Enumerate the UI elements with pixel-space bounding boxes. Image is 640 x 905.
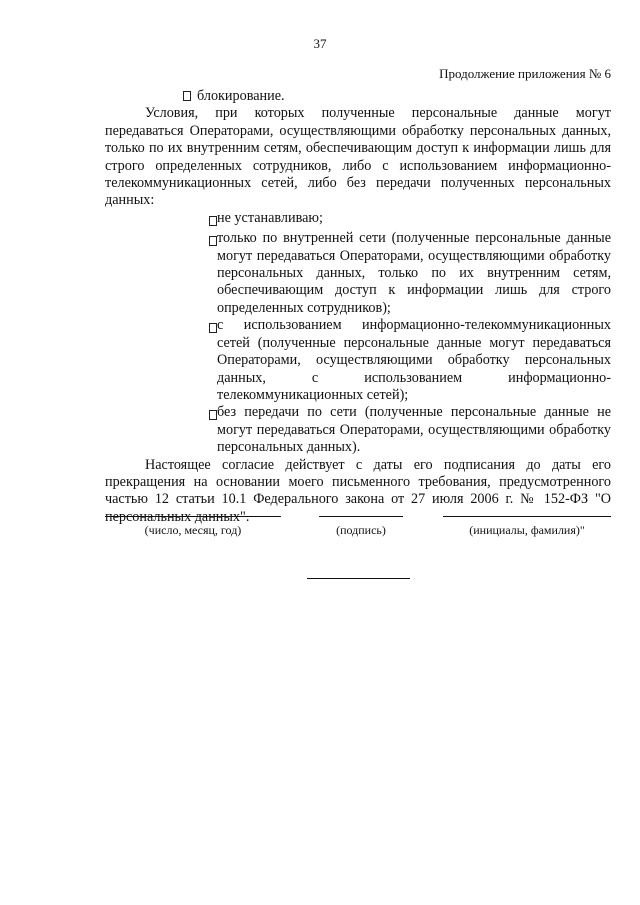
signature-line: [319, 516, 403, 517]
checkbox-icon[interactable]: [209, 323, 217, 333]
signature-block: [105, 516, 611, 556]
checkbox-icon[interactable]: [183, 91, 191, 101]
checkbox-icon[interactable]: [209, 216, 217, 226]
option-item: [105, 230, 611, 317]
option-text: с использованием информационно-телекоммуникационных сетей (полученные персональные данные могут передаваться Операторами, осуществляющими обработку персональных данных, с использованием информационно-телекоммуникационных сетей);: [217, 317, 611, 403]
date-line: [105, 516, 281, 517]
option-item: [105, 317, 611, 404]
page-number: 37: [313, 36, 327, 51]
name-line: [443, 516, 611, 517]
consent-paragraph: Настоящее согласие действует с даты его подписания до даты его прекращения на основании моего письменного требования, предусмотренного частью 12 статьи 10.1 Федерального закона от 27 июля 2006 г. № 152-ФЗ "О персональных данных".: [105, 456, 611, 525]
name-field[interactable]: [443, 516, 611, 538]
signature-caption: (подпись): [336, 523, 386, 537]
option-text: только по внутренней сети (полученные персональные данные могут передаваться Операторами, осуществляющими обработку персональных данных, только по их внутренним сетям, обеспечивающим доступ к информации лишь для строго определенных сотрудников);: [217, 230, 611, 316]
continuation-header: Продолжение приложения № 6: [439, 66, 611, 81]
blocking-option: [105, 88, 611, 105]
signature-field[interactable]: [319, 516, 403, 538]
blocking-option-text: блокирование.: [197, 88, 285, 104]
date-field[interactable]: [105, 516, 281, 538]
date-caption: (число, месяц, год): [144, 523, 242, 537]
conditions-paragraph: Условия, при которых полученные персональные данные могут передаваться Операторами, осуществляющими обработку персональных данных, только по их внутренним сетям, обеспечивающим доступ к информации лишь для строго определенных сотрудников, либо с использованием информационно-телекоммуникационных сетей, либо без передачи полученных персональных данных:: [105, 105, 611, 209]
checkbox-icon[interactable]: [209, 410, 217, 420]
name-caption: (инициалы, фамилия)": [469, 523, 585, 537]
option-text: не устанавливаю;: [217, 209, 323, 226]
document-body: [105, 88, 611, 526]
option-item: [105, 404, 611, 456]
option-text: без передачи по сети (полученные персональные данные не могут передаваться Операторами, осуществляющими обработку персональных данных).: [217, 404, 611, 456]
option-item: [105, 210, 611, 230]
checkbox-icon[interactable]: [209, 236, 217, 246]
closing-rule: [307, 578, 410, 579]
